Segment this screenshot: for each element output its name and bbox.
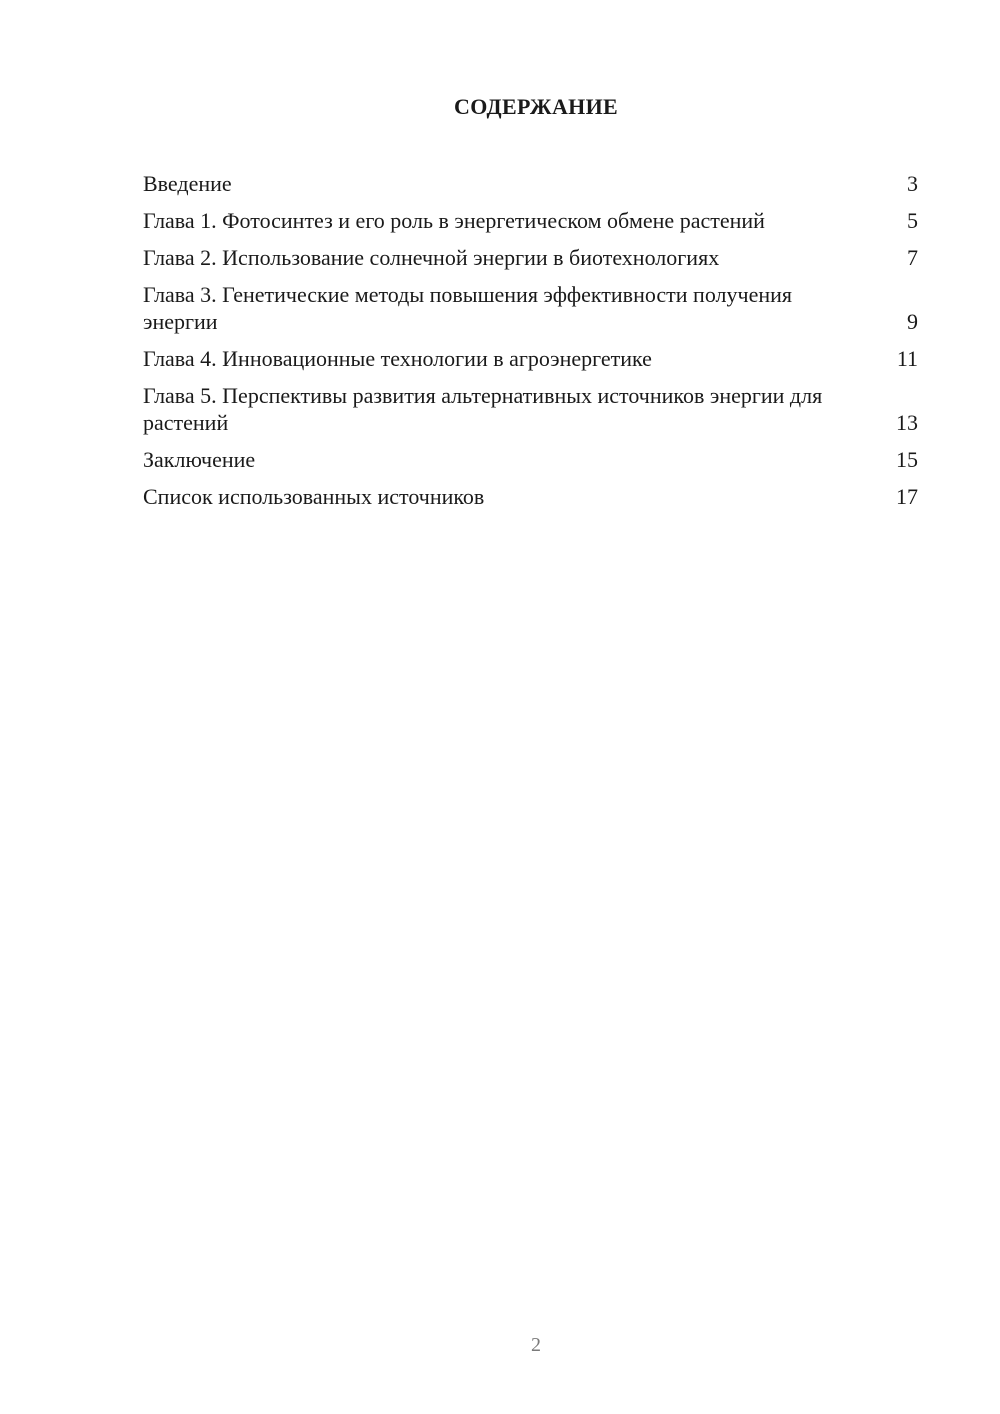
table-of-contents — [143, 170, 918, 520]
toc-entry-label: Глава 5. Перспективы развития альтернативных источников энергии для растений — [143, 383, 823, 435]
toc-entry-label: Глава 3. Генетические методы повышения эффективности получения энергии — [143, 282, 792, 334]
toc-entry-chapter-2[interactable] — [143, 244, 918, 271]
toc-entry-label: Введение — [143, 171, 232, 196]
toc-entry-page: 15 — [896, 447, 918, 472]
toc-title: СОДЕРЖАНИЕ — [454, 94, 618, 119]
toc-entry-conclusion[interactable] — [143, 446, 918, 473]
toc-entry-page: 5 — [907, 208, 918, 233]
toc-entry-page: 11 — [896, 346, 918, 371]
toc-entry-chapter-3[interactable] — [143, 281, 918, 335]
toc-entry-label: Глава 4. Инновационные технологии в агроэнергетике — [143, 346, 652, 371]
page-number: 2 — [531, 1334, 541, 1356]
toc-entry-page: 13 — [896, 410, 918, 435]
toc-entry-page: 3 — [907, 171, 918, 196]
toc-entry-chapter-1[interactable] — [143, 207, 918, 234]
toc-entry-label: Глава 2. Использование солнечной энергии в биотехнологиях — [143, 245, 720, 270]
toc-entry-chapter-4[interactable] — [143, 345, 918, 372]
toc-entry-chapter-5[interactable] — [143, 382, 918, 436]
toc-entry-references[interactable] — [143, 483, 918, 510]
toc-entry-introduction[interactable] — [143, 170, 918, 197]
toc-entry-page: 9 — [907, 309, 918, 334]
toc-entry-label: Глава 1. Фотосинтез и его роль в энергетическом обмене растений — [143, 208, 765, 233]
toc-entry-page: 17 — [896, 484, 918, 509]
toc-entry-page: 7 — [907, 245, 918, 270]
toc-entry-label: Заключение — [143, 447, 256, 472]
toc-entry-label: Список использованных источников — [143, 484, 485, 509]
